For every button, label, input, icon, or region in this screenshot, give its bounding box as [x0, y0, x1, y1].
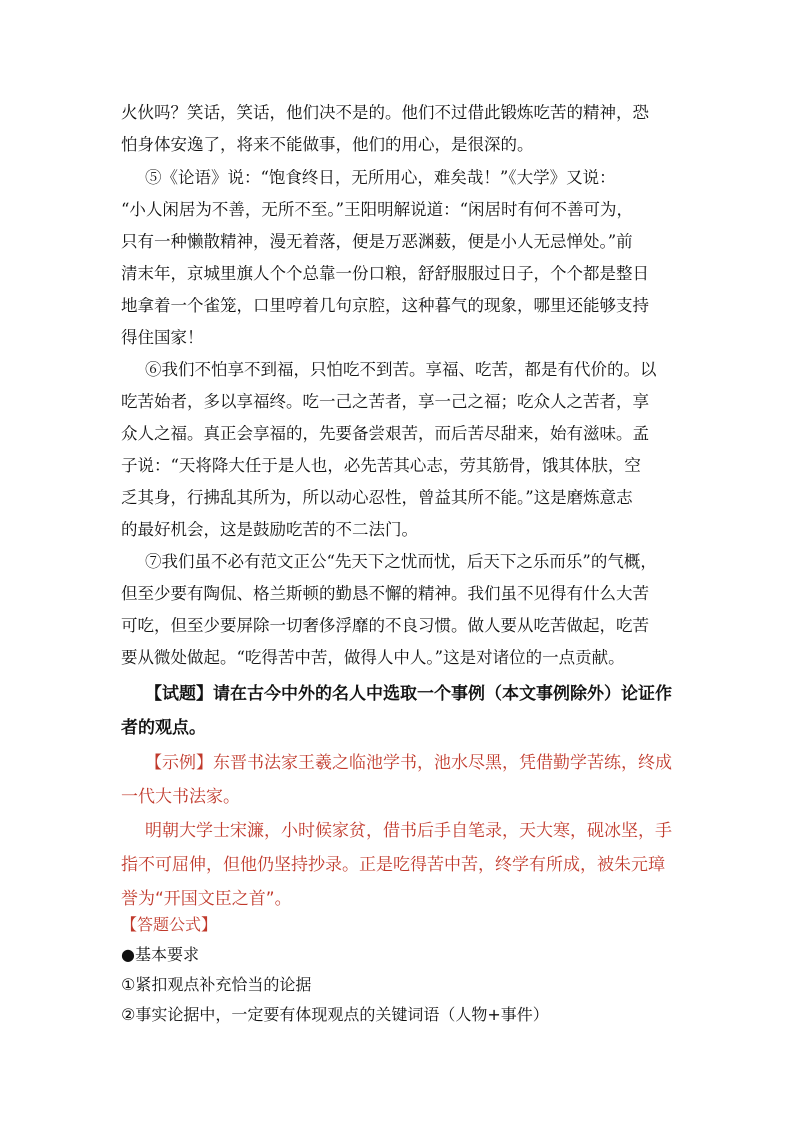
essay-p4-line-2: 怕身体安逸了，将来不能做事，他们的用心，是很深的。 [121, 135, 534, 154]
essay-p7-line-4: 要从微处做起。“吃得苦中苦，做得人中人。”这是对诸位的一点贡献。 [121, 648, 625, 667]
example-line-1-text: 东晋书法家王羲之临池学书，池水尽黑，凭借勤学苦练，终成 [213, 753, 672, 773]
formula-item-1: ①紧扣观点补充恰当的论据 [121, 975, 312, 994]
example-line-3: 明朝大学士宋濂，小时候家贫，借书后手自笔录，天大寒，砚冰坚，手 [145, 821, 672, 841]
essay-p6-line-4: 子说：“天将降大任于是人也，必先苦其心志，劳其筋骨，饿其体肤，空 [121, 456, 641, 475]
example-line-5: 誉为“开国文臣之首”。 [121, 889, 292, 909]
essay-p7-line-3: 可吃，但至少要屏除一切奢侈浮靡的不良习惯。做人要从吃苦做起，吃苦 [121, 616, 649, 635]
essay-p6-line-3: 众人之福。真正会享福的，先要备尝艰苦，而后苦尽甜来，始有滋味。孟 [121, 424, 649, 443]
essay-p6-line-1: ⑥我们不怕享不到福，只怕吃不到苦。享福、吃苦，都是有代价的。以 [145, 360, 657, 379]
essay-p5-line-2: “小人闲居为不善，无所不至。”王阳明解说道：“闲居时有何不善可为， [121, 200, 634, 219]
example-line-1 [145, 748, 672, 773]
essay-p5-line-6: 得住国家！ [121, 328, 204, 347]
essay-p6-line-6: 的最好机会，这是鼓励吃苦的不二法门。 [121, 520, 418, 539]
essay-p7-line-1: ⑦我们虽不必有范文正公“先天下之忧而忧，后天下之乐而乐”的气概， [145, 552, 657, 571]
question-line-1: 【试题】请在古今中外的名人中选取一个事例（本文事例除外）论证作 [145, 684, 672, 704]
example-line-2: 一代大书法家。 [121, 787, 240, 807]
essay-p5-line-4: 清末年，京城里旗人个个总靠一份口粮，舒舒服服过日子，个个都是整日 [121, 264, 649, 283]
essay-p6-line-5: 乏其身，行拂乱其所为，所以动心忍性，曾益其所不能。”这是磨炼意志 [121, 488, 633, 507]
essay-p7-line-2: 但至少要有陶侃、格兰斯顿的勤恳不懈的精神。我们虽不见得有什么大苦 [121, 584, 649, 603]
formula-requirement: ●基本要求 [121, 945, 199, 964]
example-line-4: 指不可屈伸，但他仍坚持抄录。正是吃得苦中苦，终学有所成，被朱元璋 [121, 855, 665, 875]
formula-title: 【答题公式】 [121, 915, 218, 934]
essay-p5-line-3: 只有一种懒散精神，漫无着落，便是万恶渊薮，便是小人无忌惮处。”前 [121, 232, 633, 251]
formula-item-2: ②事实论据中，一定要有体现观点的关键词语（人物+事件） [121, 1005, 549, 1024]
essay-p4-line-1: 火伙吗？笑话，笑话，他们决不是的。他们不过借此锻炼吃苦的精神，恐 [121, 103, 649, 122]
example-tag: 【示例】 [145, 753, 213, 773]
essay-p5-line-5: 地拿着一个雀笼，口里哼着几句京腔，这种暮气的现象，哪里还能够支持 [121, 296, 649, 315]
essay-p5-line-1: ⑤《论语》说：“饱食终日，无所用心，难矣哉！”《大学》又说： [145, 168, 616, 187]
essay-p6-line-2: 吃苦始者，多以享福终。吃一己之苦者，享一己之福；吃众人之苦者，享 [121, 392, 649, 411]
question-line-2: 者的观点。 [121, 718, 206, 738]
